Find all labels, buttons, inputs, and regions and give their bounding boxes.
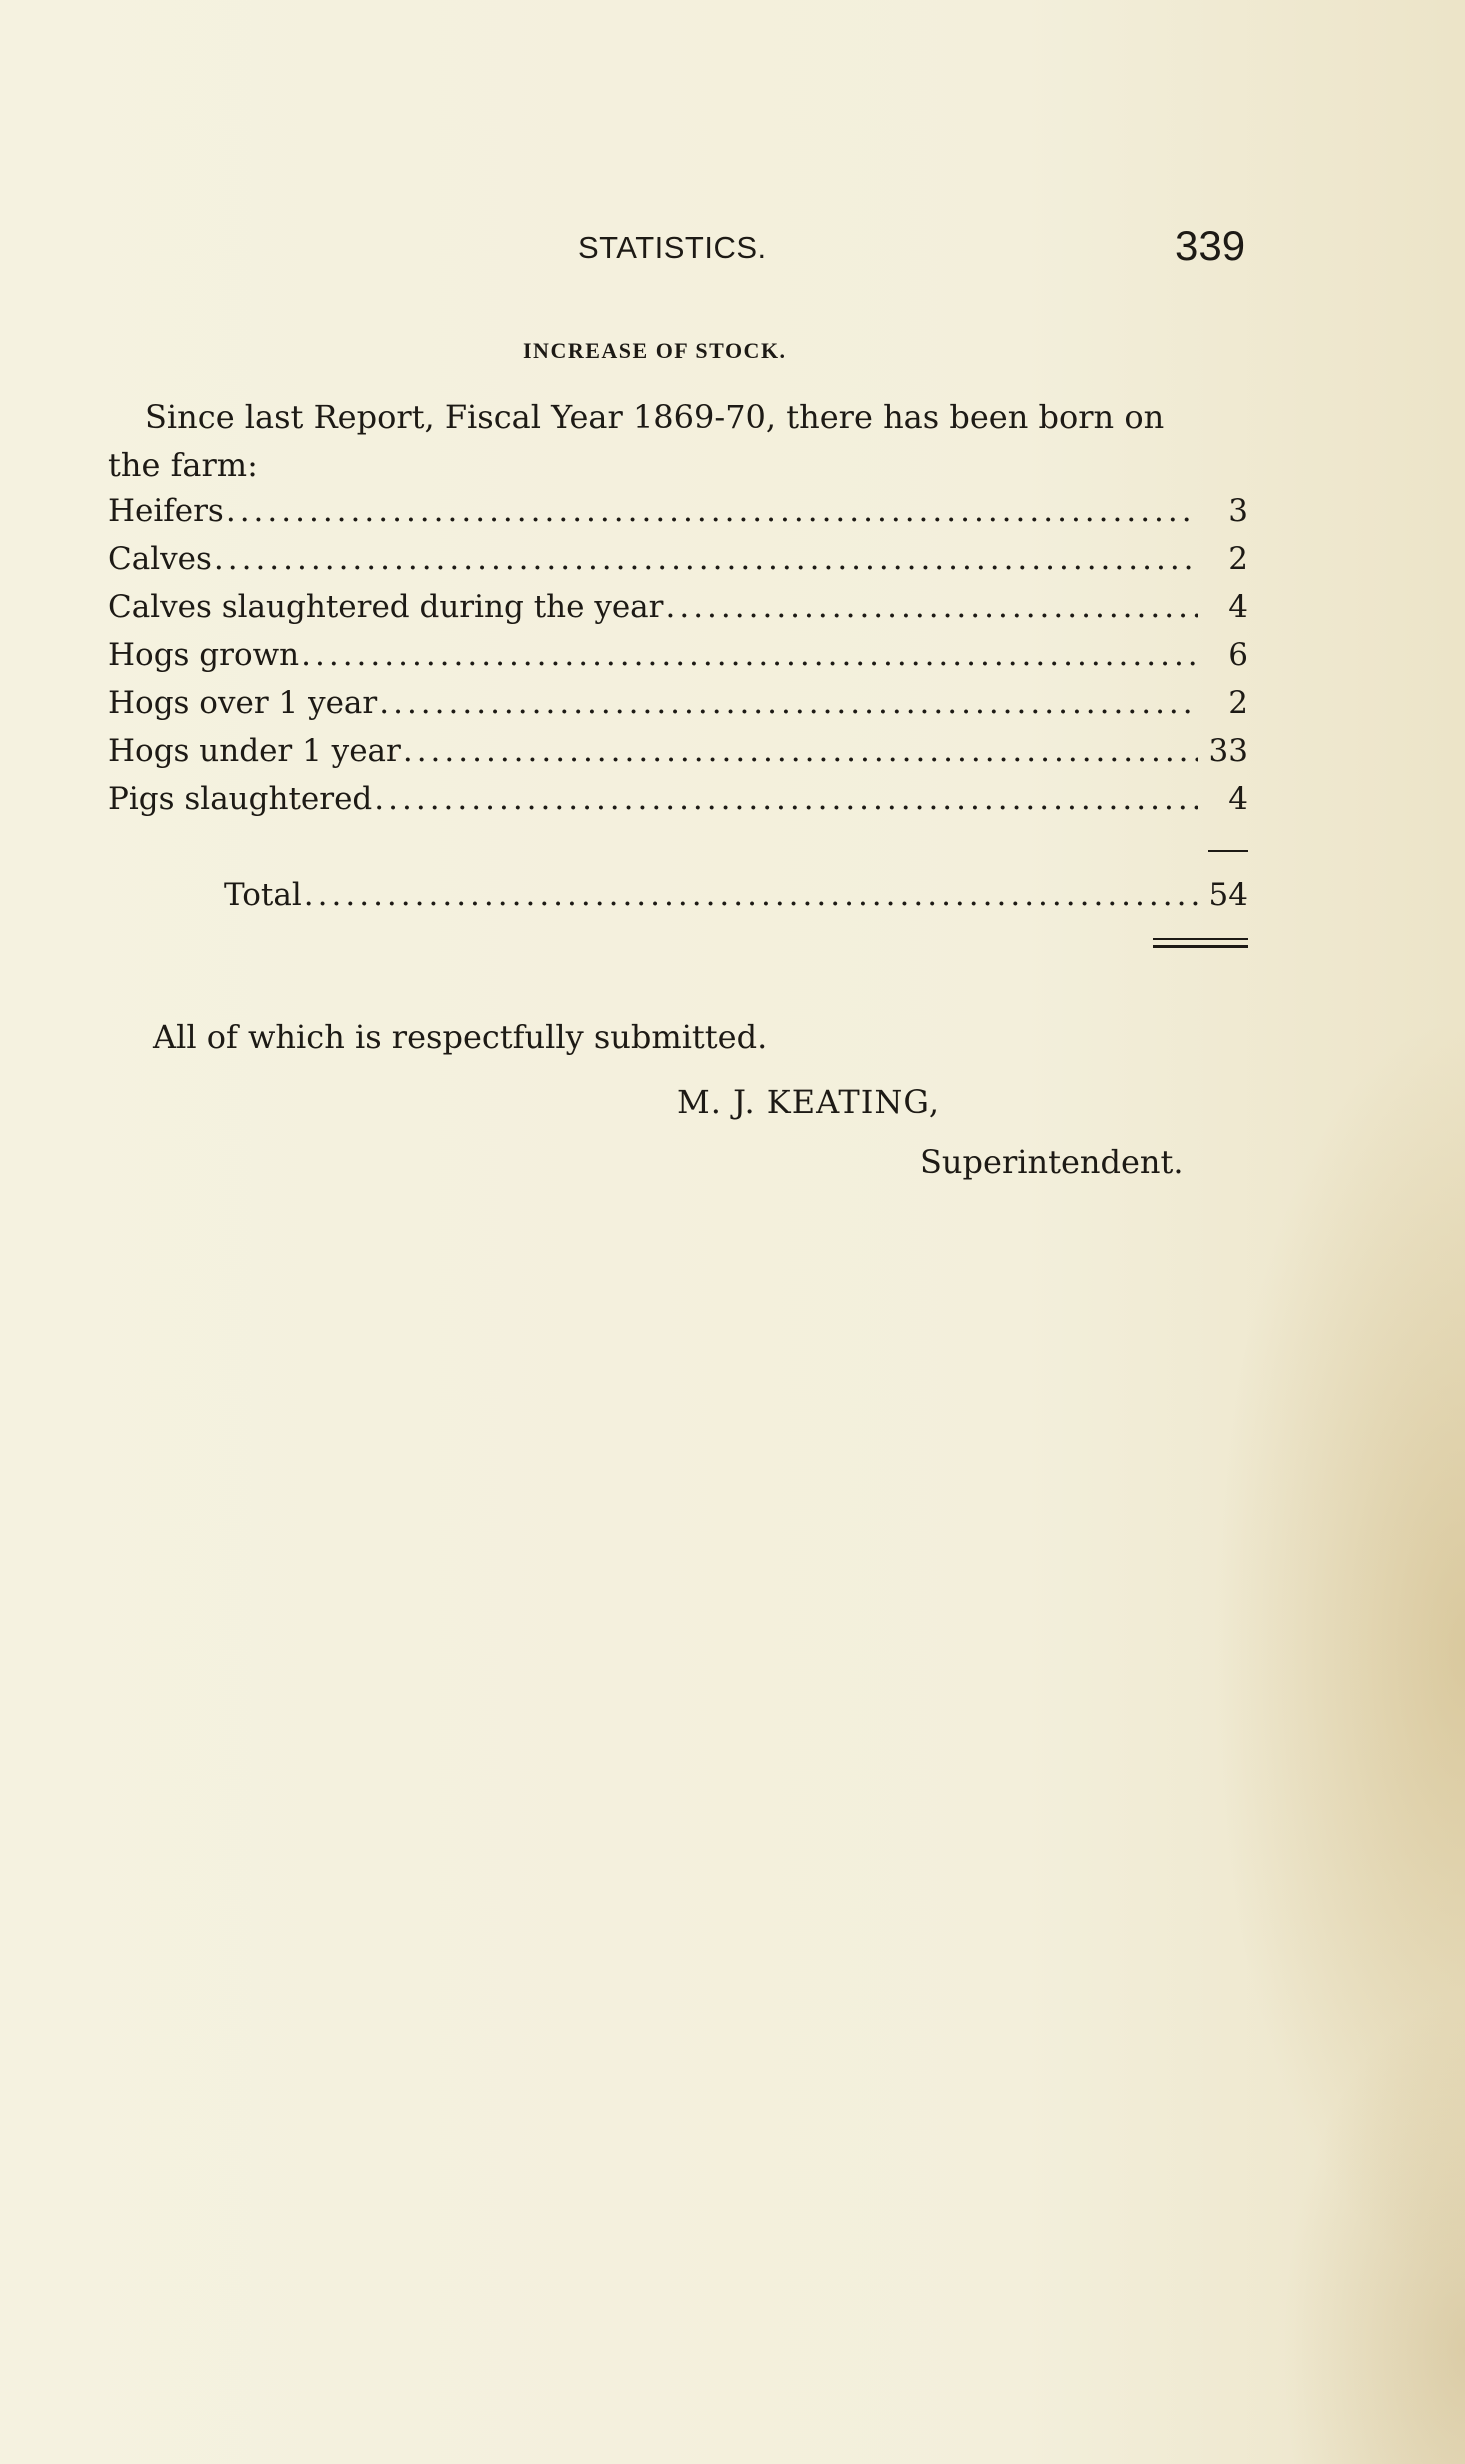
stock-row-count: 4	[1228, 781, 1248, 817]
stock-row-count: 6	[1228, 637, 1248, 673]
dot-leader	[301, 631, 1198, 679]
stock-row-label: Heifers	[108, 493, 224, 529]
stock-row-calves-slaughtered	[108, 583, 1248, 631]
stock-row-hogs-over-1-year	[108, 679, 1248, 727]
dot-leader	[403, 727, 1198, 775]
signer-title: Superintendent.	[920, 1143, 1184, 1181]
closing-statement: All of which is respectfully submitted.	[153, 1018, 768, 1056]
stock-row-count: 2	[1228, 541, 1248, 577]
section-heading: INCREASE OF STOCK.	[523, 338, 787, 363]
double-rule-bottom	[1153, 945, 1248, 948]
stock-row-heifers	[108, 487, 1248, 535]
stock-row-calves	[108, 535, 1248, 583]
stock-row-label: Hogs over 1 year	[108, 685, 378, 721]
dot-leader	[379, 679, 1198, 727]
dot-leader	[226, 487, 1198, 535]
dot-leader	[665, 583, 1198, 631]
page-number: 339	[1175, 222, 1246, 269]
stock-row-count: 3	[1228, 493, 1248, 529]
total-row	[224, 871, 1248, 919]
stock-row-hogs-under-1-year	[108, 727, 1248, 775]
dot-leader	[214, 535, 1198, 583]
stock-row-count: 2	[1228, 685, 1248, 721]
stock-row-label: Hogs grown	[108, 637, 300, 673]
stock-row-label: Calves	[108, 541, 212, 577]
total-label: Total	[224, 877, 302, 913]
stock-row-count: 4	[1228, 589, 1248, 625]
stock-row-pigs-slaughtered	[108, 775, 1248, 823]
intro-paragraph	[108, 393, 1253, 489]
dot-leader	[304, 871, 1198, 919]
total-count: 54	[1208, 877, 1248, 913]
stock-row-label: Calves slaughtered during the year	[108, 589, 664, 625]
intro-line: Since last Report, Fiscal Year 1869-70, there has been born on	[145, 398, 1165, 436]
stock-row-count: 33	[1208, 733, 1248, 769]
dot-leader	[374, 775, 1198, 823]
stock-row-label: Hogs under 1 year	[108, 733, 401, 769]
double-rule-top	[1153, 938, 1248, 940]
signer-name: M. J. KEATING,	[677, 1083, 940, 1121]
stock-row-hogs-grown	[108, 631, 1248, 679]
stock-row-label: Pigs slaughtered	[108, 781, 373, 817]
sum-rule	[1208, 850, 1248, 852]
running-head: STATISTICS.	[578, 230, 767, 265]
intro-line: the farm:	[108, 446, 258, 484]
